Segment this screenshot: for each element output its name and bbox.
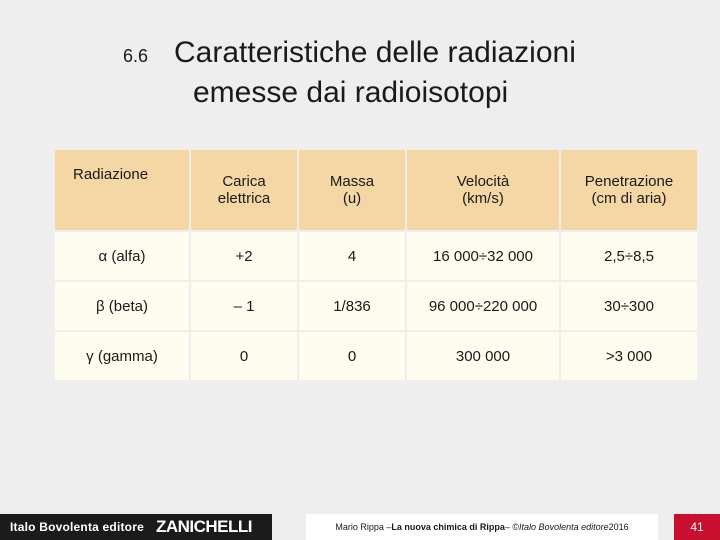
copyright-year: 2016 [608,522,629,532]
table-row [55,232,697,280]
table-cell: γ (gamma) [55,332,189,380]
page-number: 41 [674,514,720,540]
table-cell: 0 [299,332,405,380]
header-penetrazione: Penetrazione (cm di aria) [561,150,697,230]
table-cell: α (alfa) [55,232,189,280]
title-line-1: Caratteristiche delle radiazioni [174,36,576,69]
copyright-text: – © [504,522,520,532]
table-cell: 1/836 [299,282,405,330]
book-title: La nuova chimica di Rippa [391,522,505,532]
table-cell: 300 000 [407,332,559,380]
radiation-table [53,148,699,382]
table-cell: – 1 [191,282,297,330]
table-cell: 2,5÷8,5 [561,232,697,280]
table-cell: 16 000÷32 000 [407,232,559,280]
table-row [55,282,697,330]
slide-title [0,34,720,114]
title-line-2: emesse dai radioisotopi [193,76,509,109]
table-row [55,332,697,380]
credits-bar [306,514,658,540]
copyright-holder: Italo Bovolenta editore [519,522,609,532]
footer [0,514,720,540]
table-cell: β (beta) [55,282,189,330]
table-header-row [55,150,697,230]
header-radiazione: Radiazione [55,150,189,230]
header-velocita: Velocità (km/s) [407,150,559,230]
table-cell: >3 000 [561,332,697,380]
zanichelli-logo: ZANICHELLI [155,517,252,536]
author-name: Mario Rippa – [335,522,392,532]
table-cell: 4 [299,232,405,280]
table-cell: 0 [191,332,297,380]
section-number: 6.6 [123,46,149,66]
publisher-bar [0,514,272,540]
table-cell: +2 [191,232,297,280]
header-massa: Massa (u) [299,150,405,230]
publisher-name: Italo Bovolenta editore [10,520,144,534]
table-cell: 30÷300 [561,282,697,330]
table-cell: 96 000÷220 000 [407,282,559,330]
header-carica: Carica elettrica [191,150,297,230]
